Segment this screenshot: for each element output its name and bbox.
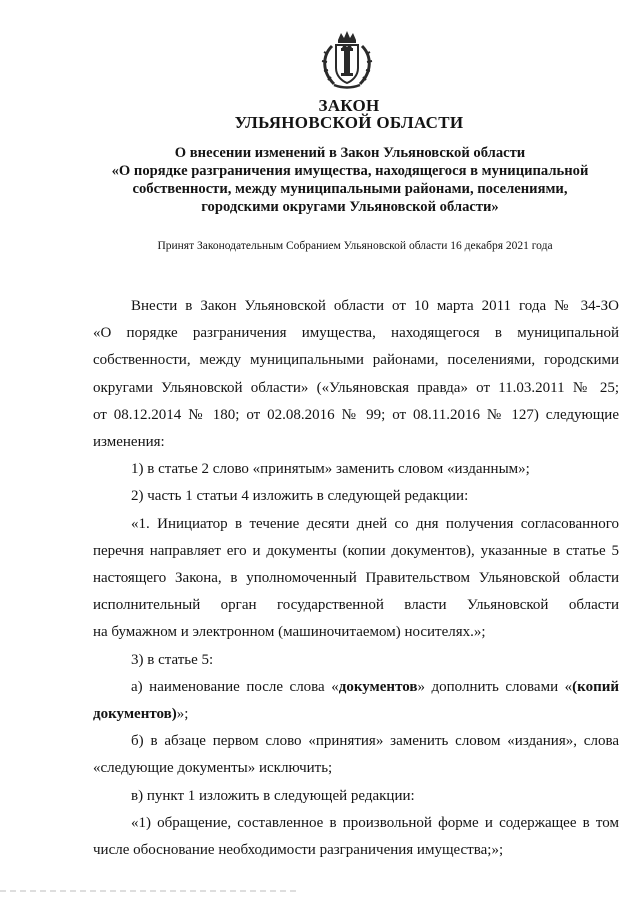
law-title: ЗАКОН xyxy=(318,96,380,115)
quote-line: «1. Инициатор в течение десяти дней со дня получения согласованного xyxy=(131,515,619,532)
amendment-item-3b: б) в абзаце первом слово «принятия» заменить словом «издания», слова xyxy=(131,733,619,750)
law-subtitle xyxy=(85,144,615,216)
quote-line: настоящего Закона, в уполномоченный Правительством Ульяновской области xyxy=(93,570,619,587)
text-fragment: »; xyxy=(176,706,189,723)
amendment-item-3a xyxy=(93,674,619,701)
amendment-item-3a-cont xyxy=(93,701,619,728)
amendment-item-1: 1) в статье 2 слово «принятым» заменить словом «изданным»; xyxy=(131,461,530,478)
law-region: УЛЬЯНОВСКОЙ ОБЛАСТИ xyxy=(234,113,464,132)
ulyanovsk-coat-of-arms-icon xyxy=(318,28,376,92)
amendment-item-3: 3) в статье 5: xyxy=(131,651,214,668)
intro-line: собственности, между муниципальными районами, поселениями, городскими xyxy=(93,352,619,369)
intro-line: Внести в Закон Ульяновской области от 10 марта 2011 года № 34-ЗО xyxy=(131,298,619,314)
text-fragment: » дополнить словами « xyxy=(417,678,573,695)
bold-fragment: документов xyxy=(338,678,418,695)
scan-edge-marks xyxy=(0,887,300,895)
quote-line: «1) обращение, составленное в произвольной форме и содержащее в том xyxy=(131,814,619,831)
subtitle-line: «О порядке разграничения имущества, находящегося в муниципальной xyxy=(111,163,589,179)
law-body xyxy=(93,293,619,864)
subtitle-line: городскими округами Ульяновской области» xyxy=(201,199,499,215)
quote-line: исполнительный орган государственной власти Ульяновской области xyxy=(93,597,619,614)
quote-line: перечня направляет его и документы (копии документов), указанные в статье 5 xyxy=(93,542,619,559)
intro-line: «О порядке разграничения имущества, находящегося в муниципальной xyxy=(93,325,619,342)
quote-line: на бумажном и электронном (машиночитаемом) носителях.»; xyxy=(93,624,486,641)
subtitle-line: собственности, между муниципальными районами, поселениями, xyxy=(132,181,568,197)
quote-line: числе обоснование необходимости разграничения имущества;»; xyxy=(93,842,504,859)
amendment-item-3b-cont: «следующие документы» исключить; xyxy=(93,760,333,777)
intro-line: изменения: xyxy=(93,434,165,451)
intro-line: от 08.12.2014 № 180; от 02.08.2016 № 99; от 08.11.2016 № 127) следующие xyxy=(93,406,619,423)
text-fragment: а) наименование после слова « xyxy=(131,678,339,695)
amendment-item-3c: в) пункт 1 изложить в следующей редакции: xyxy=(131,787,415,804)
bold-fragment: (копий xyxy=(572,678,619,695)
amendment-item-2: 2) часть 1 статьи 4 изложить в следующей редакции: xyxy=(131,488,469,505)
bold-fragment: документов) xyxy=(93,706,177,723)
intro-line: округами Ульяновской области» («Ульяновская правда» от 11.03.2011 № 25; xyxy=(93,379,619,396)
adoption-note: Принят Законодательным Собранием Ульяновской области 16 декабря 2021 года xyxy=(157,240,553,252)
subtitle-line: О внесении изменений в Закон Ульяновской области xyxy=(174,145,526,161)
